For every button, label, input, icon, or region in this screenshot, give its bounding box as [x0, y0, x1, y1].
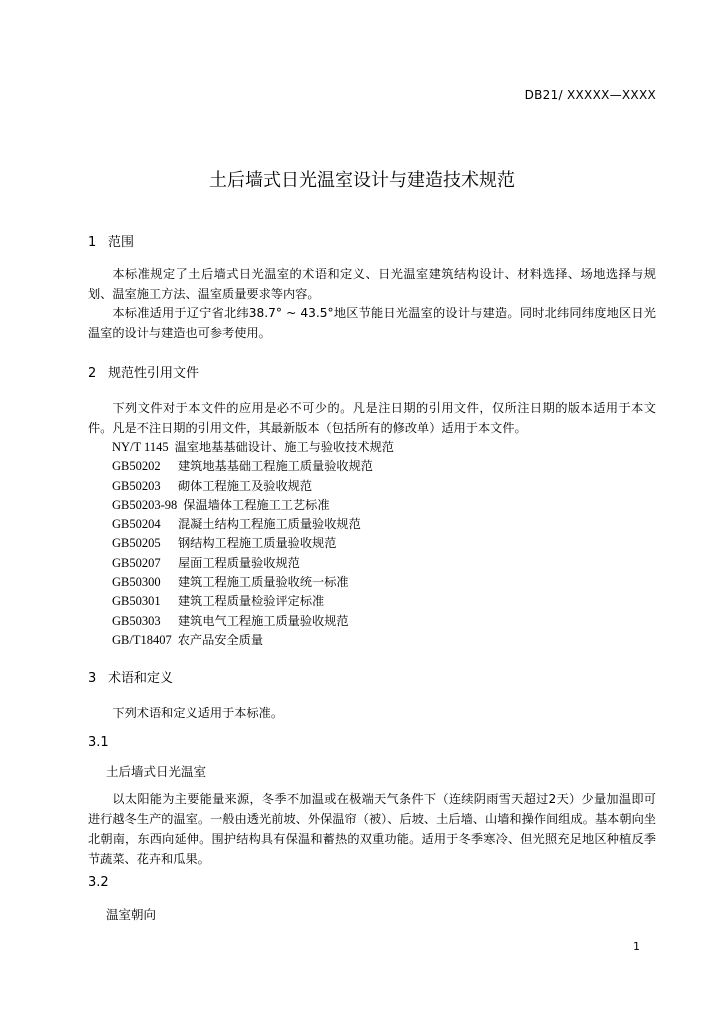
reference-name: 建筑工程施工质量验收统一标准 — [178, 575, 349, 590]
reference-item — [112, 534, 394, 553]
reference-code: GB50205 — [112, 536, 161, 551]
reference-item — [112, 592, 394, 611]
reference-item — [112, 612, 394, 631]
section-3-1-number: 3.1 — [88, 735, 109, 750]
section-3-1-term: 土后墙式日光温室 — [106, 764, 207, 779]
reference-name: 建筑地基基础工程施工质量验收规范 — [178, 459, 373, 474]
section-1-paragraph-2: 本标准适用于辽宁省北纬38.7° ~ 43.5°地区节能日光温室的设计与建造。同时北纬同纬度地区日光温室的设计与建造也可参考使用。 — [88, 306, 656, 340]
section-3-heading — [88, 667, 173, 686]
reference-code: GB50207 — [112, 555, 161, 570]
section-1-paragraph-1: 本标准规定了土后墙式日光温室的术语和定义、日光温室建筑结构设计、材料选择、场地选择与规划、温室施工方法、温室质量要求等内容。 — [88, 267, 656, 301]
reference-item — [112, 631, 394, 650]
reference-code: GB50203 — [112, 478, 161, 493]
reference-item — [112, 457, 394, 476]
section-2-number: 2 — [88, 366, 97, 381]
reference-name: 屋面工程质量验收规范 — [178, 555, 300, 570]
reference-name: 建筑工程质量检验评定标准 — [178, 594, 325, 609]
reference-code: GB50300 — [112, 575, 161, 590]
reference-name: 混凝土结构工程施工质量验收规范 — [178, 517, 361, 532]
section-1-number: 1 — [88, 235, 97, 250]
section-2-heading — [88, 362, 199, 381]
section-2-paragraph-1: 下列文件对于本文件的应用是必不可少的。凡是注日期的引用文件，仅所注日期的版本适用于本文件。凡是不注日期的引用文件，其最新版本（包括所有的修改单）适用于本文件。 — [88, 401, 656, 435]
reference-item — [112, 477, 394, 496]
document-code: DB21/ XXXXX—XXXX — [524, 88, 656, 102]
section-3-title: 术语和定义 — [108, 671, 174, 686]
reference-item — [112, 496, 394, 515]
reference-item — [112, 554, 394, 573]
section-1-heading — [88, 231, 134, 250]
reference-code: NY/T 1145 — [112, 440, 169, 454]
reference-name: 建筑电气工程施工质量验收规范 — [178, 613, 349, 628]
reference-code: GB50204 — [112, 517, 161, 532]
document-title: 土后墙式日光温室设计与建造技术规范 — [209, 170, 515, 191]
section-2-title: 规范性引用文件 — [108, 366, 200, 381]
section-3-1-definition: 以太阳能为主要能量来源，冬季不加温或在极端天气条件下（连续阴雨雪天超过2天）少量加温即可进行越冬生产的温室。一般由透光前坡、外保温帘（被）、后坡、土后墙、山墙和操作间组成。基本朝向坐北朝南，东西向延伸。围护结构具有保温和蓄热的双重功能。适用于冬季寒冷、但光照充足地区种植反季节蔬菜、花卉和瓜果。 — [88, 792, 656, 866]
reference-item — [112, 438, 394, 457]
reference-code: GB50203-98 — [112, 497, 178, 512]
reference-code: GB/T18407 — [112, 632, 172, 647]
reference-name: 农产品安全质量 — [177, 632, 264, 647]
reference-name: 温室地基基础设计、施工与验收技术规范 — [174, 440, 394, 454]
reference-code: GB50301 — [112, 594, 161, 609]
section-3-number: 3 — [88, 671, 97, 686]
reference-code: GB50202 — [112, 459, 161, 474]
reference-name: 砌体工程施工及验收规范 — [178, 478, 313, 493]
reference-code: GB50303 — [112, 613, 161, 628]
section-3-2-number: 3.2 — [88, 875, 109, 890]
reference-name: 保温墙体工程施工工艺标准 — [183, 497, 330, 512]
section-1-title: 范围 — [108, 235, 135, 250]
section-3-2-term: 温室朝向 — [106, 907, 157, 922]
reference-name: 钢结构工程施工质量验收规范 — [178, 536, 337, 551]
normative-reference-list — [112, 438, 394, 650]
reference-item — [112, 515, 394, 534]
reference-item — [112, 573, 394, 592]
section-3-paragraph-1: 下列术语和定义适用于本标准。 — [112, 706, 284, 720]
page-number: 1 — [633, 940, 640, 953]
